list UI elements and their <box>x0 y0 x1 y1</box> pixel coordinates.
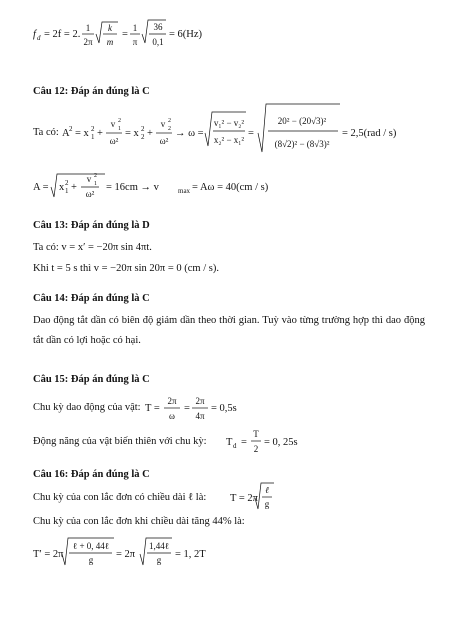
svg-text:(8√2)² − (8√3)²: (8√2)² − (8√3)² <box>274 139 330 149</box>
svg-text:f: f <box>33 29 36 40</box>
svg-text:2π: 2π <box>83 37 93 47</box>
svg-text:= x: = x <box>125 128 139 139</box>
svg-text:x: x <box>59 182 65 193</box>
q16-line1-prefix: Chu kỳ của con lắc đơn có chiều dài ℓ là: <box>33 492 207 503</box>
svg-text:ω²: ω² <box>85 189 95 199</box>
heading-q14: Câu 14: Đáp án đúng là C <box>33 293 150 304</box>
svg-text:36: 36 <box>153 22 163 32</box>
svg-text:=: = <box>241 437 247 448</box>
svg-text:2: 2 <box>168 118 171 124</box>
svg-text:ℓ + 0, 44ℓ: ℓ + 0, 44ℓ <box>72 541 110 551</box>
svg-text:d: d <box>37 34 41 42</box>
svg-text:T = 2π: T = 2π <box>230 493 258 504</box>
svg-text:m: m <box>106 37 114 47</box>
svg-text:= x: = x <box>75 128 89 139</box>
svg-text:1: 1 <box>94 181 97 187</box>
svg-text:=: = <box>122 29 128 40</box>
svg-text:T: T <box>253 429 259 439</box>
q15-line2-prefix: Động năng của vật biến thiên với chu kỳ: <box>33 436 207 447</box>
heading-q15: Câu 15: Đáp án đúng là C <box>33 374 150 385</box>
svg-text:2: 2 <box>65 179 69 187</box>
svg-text:ℓ: ℓ <box>265 485 269 495</box>
q14-text: Dao động tắt dần có biên độ giảm dần theo thời gian. Tuỳ vào từng trường hợp thì dao động tắt dần có lợi hoặc có hại. <box>33 315 425 346</box>
q16-line2: Chu kỳ của con lắc đơn khi chiều dài tăng 44% là: <box>33 516 245 527</box>
svg-text:v₁² − v₂²: v₁² − v₂² <box>213 118 245 128</box>
svg-text:=: = <box>184 403 190 414</box>
q13-line2-formula: v = −20π sin 20π = 0 (cm / s). <box>93 263 219 274</box>
svg-text:ω: ω <box>169 411 175 421</box>
svg-text:2: 2 <box>118 118 121 124</box>
svg-text:1: 1 <box>118 126 121 132</box>
svg-text:π: π <box>132 37 138 47</box>
svg-text:=: = <box>248 128 254 139</box>
svg-text:v: v <box>110 119 116 129</box>
svg-text:k: k <box>108 23 112 33</box>
svg-text:= 2π: = 2π <box>116 549 136 560</box>
svg-text:+: + <box>71 182 77 193</box>
svg-text:v: v <box>86 174 92 184</box>
heading-q12: Câu 12: Đáp án đúng là C <box>33 86 150 97</box>
svg-text:ω²: ω² <box>159 136 169 146</box>
svg-text:2π: 2π <box>195 396 205 406</box>
svg-text:= 0,5s: = 0,5s <box>211 403 237 414</box>
q12-prefix: Ta có: <box>33 127 59 138</box>
svg-text:2: 2 <box>168 126 171 132</box>
svg-text:+: + <box>97 128 103 139</box>
svg-text:A: A <box>62 128 70 139</box>
svg-text:2: 2 <box>253 444 259 454</box>
svg-text:0,1: 0,1 <box>152 37 164 47</box>
svg-text:1: 1 <box>85 23 91 33</box>
q13-line2-prefix: Khi t = 5 s thì <box>33 263 92 274</box>
svg-text:max: max <box>178 187 191 195</box>
svg-text:→ ω =: → ω = <box>175 128 204 139</box>
svg-text:g: g <box>156 555 162 565</box>
svg-text:v: v <box>160 119 166 129</box>
svg-text:= 1, 2T: = 1, 2T <box>175 549 206 560</box>
svg-text:d: d <box>233 442 237 450</box>
svg-text:g: g <box>264 499 270 509</box>
svg-text:x₂² − x₁²: x₂² − x₁² <box>213 135 245 145</box>
svg-text:1: 1 <box>132 23 138 33</box>
svg-text:= Aω = 40(cm / s): = Aω = 40(cm / s) <box>192 182 269 193</box>
svg-text:ω²: ω² <box>109 136 119 146</box>
heading-q13: Câu 13: Đáp án đúng là D <box>33 220 150 231</box>
svg-text:= 2,5(rad / s): = 2,5(rad / s) <box>342 128 397 139</box>
svg-text:1,44ℓ: 1,44ℓ <box>148 541 170 551</box>
svg-text:= 0, 25s: = 0, 25s <box>264 437 298 448</box>
svg-text:20² − (20√3)²: 20² − (20√3)² <box>277 116 327 126</box>
svg-text:= 6(Hz): = 6(Hz) <box>169 29 203 40</box>
svg-text:2: 2 <box>141 133 145 141</box>
svg-text:+: + <box>147 128 153 139</box>
heading-q16: Câu 16: Đáp án đúng là C <box>33 469 150 480</box>
svg-text:2: 2 <box>91 125 95 133</box>
svg-text:4π: 4π <box>195 411 205 421</box>
svg-text:2: 2 <box>94 173 97 179</box>
svg-text:= 16cm → v: = 16cm → v <box>106 182 159 193</box>
svg-text:1: 1 <box>65 187 69 195</box>
svg-text:2: 2 <box>69 125 73 133</box>
svg-text:A =: A = <box>33 182 49 193</box>
svg-text:2π: 2π <box>167 396 177 406</box>
svg-text:T′ = 2π: T′ = 2π <box>33 549 64 560</box>
svg-text:1: 1 <box>91 133 95 141</box>
svg-text:T: T <box>226 437 233 448</box>
svg-text:g: g <box>88 555 94 565</box>
svg-text:T =: T = <box>145 403 160 414</box>
q13-line1: Ta có: v = x′ = −20π sin 4πt. <box>33 242 152 253</box>
q15-line1-prefix: Chu kỳ dao động của vật: <box>33 402 141 413</box>
svg-text:= 2f = 2.: = 2f = 2. <box>44 29 81 40</box>
svg-text:2: 2 <box>141 125 145 133</box>
